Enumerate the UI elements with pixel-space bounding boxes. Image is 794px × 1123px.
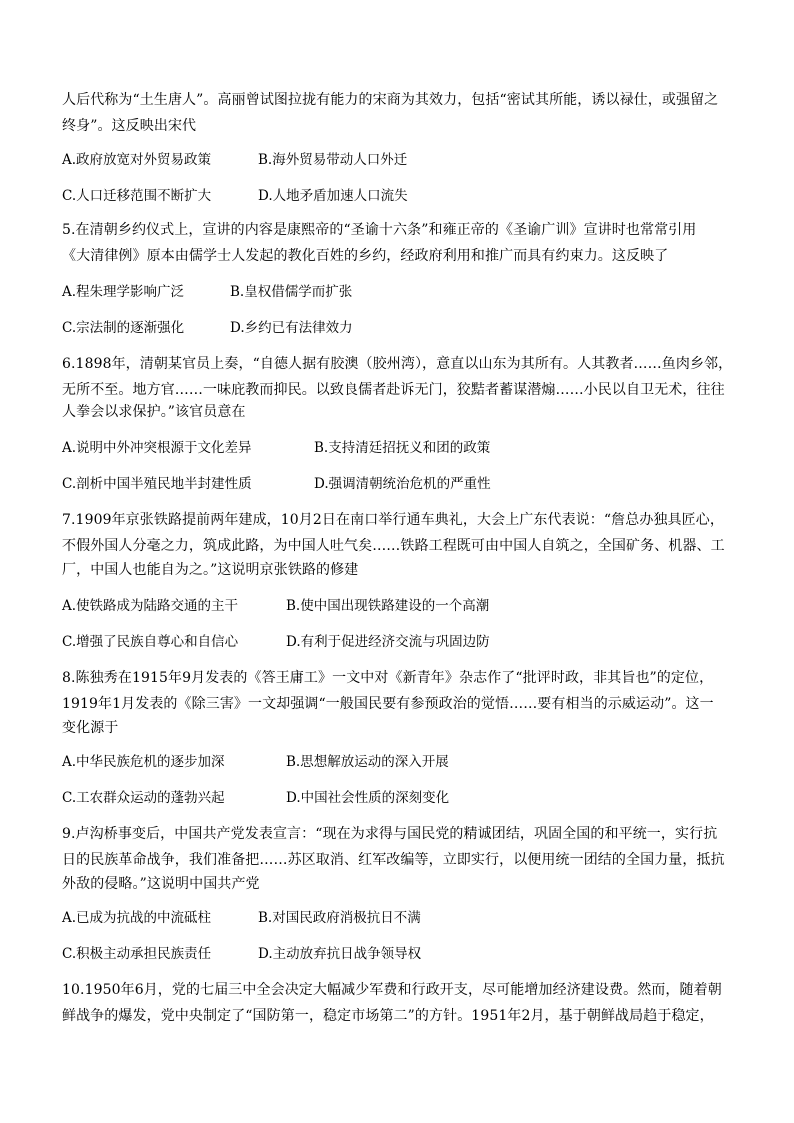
passage-line: 终身”。这反映出宋代 (62, 118, 197, 134)
option-b: B.思想解放运动的深入开展 (286, 754, 449, 770)
option-d: D.主动放弃抗日战争领导权 (258, 946, 422, 962)
question-stem-7: 厂，中国人也能自为之。”这说明京张铁路的修建 (62, 562, 359, 578)
option-a: A.使铁路成为陆路交通的主干 (62, 598, 239, 614)
question-stem-9: 日的民族革命战争，我们准备把……苏区取消、红军改编等，立即实行，以便用统一团结的全国力量，抵抗 (62, 852, 725, 868)
question-stem-6: 6.1898年，清朝某官员上奏，“自德人据有胶澳（胶州湾），意直以山东为其所有。人其教者……鱼肉乡邻， (62, 356, 733, 372)
passage-line: 人后代称为“土生唐人”。高丽曾试图拉拢有能力的宋商为其效力，包括“密试其所能，诱以禄仕，或强留之 (62, 92, 719, 108)
option-b: B.使中国出现铁路建设的一个高潮 (286, 598, 490, 614)
question-stem-5: 5.在清朝乡约仪式上，宣讲的内容是康熙帝的“圣谕十六条”和雍正帝的《圣谕广训》宣讲时也常常引用 (62, 222, 697, 238)
option-a: A.中华民族危机的逐步加深 (62, 754, 225, 770)
option-c: C.剖析中国半殖民地半封建性质 (62, 476, 252, 492)
question-stem-7: 7.1909年京张铁路提前两年建成，10月2日在南口举行通车典礼，大会上广东代表说：“詹总办独具匠心， (62, 512, 724, 528)
question-stem-5: 《大清律例》原本由儒学士人发起的教化百姓的乡约，经政府利用和推广而具有约束力。这反映了 (62, 248, 669, 264)
option-c: C.工农群众运动的蓬勃兴起 (62, 790, 225, 806)
option-b: B.对国民政府消极抗日不满 (258, 910, 421, 926)
option-d: D.中国社会性质的深刻变化 (286, 790, 450, 806)
option-c: C.人口迁移范围不断扩大 (62, 188, 212, 204)
option-b: B.支持清廷招抚义和团的政策 (314, 440, 491, 456)
option-c: C.宗法制的逐渐强化 (62, 320, 185, 336)
question-stem-8: 8.陈独秀在1915年9月发表的《答王庸工》一文中对《新青年》杂志作了“批评时政，非其旨也”的定位， (62, 670, 714, 686)
question-stem-7: 不假外国人分毫之力，筑成此路，为中国人吐气矣……铁路工程既可由中国人自筑之，全国矿务、机器、工 (62, 538, 725, 554)
question-stem-9: 9.卢沟桥事变后，中国共产党发表宣言：“现在为求得与国民党的精诚团结，巩固全国的和平统一，实行抗 (62, 826, 718, 842)
option-a: A.说明中外冲突根源于文化差异 (62, 440, 252, 456)
question-stem-9: 外敌的侵略。”这说明中国共产党 (62, 876, 260, 892)
option-b: B.皇权借儒学而扩张 (230, 284, 353, 300)
option-a: A.程朱理学影响广泛 (62, 284, 185, 300)
option-c: C.增强了民族自尊心和自信心 (62, 634, 239, 650)
question-stem-10: 10.1950年6月，党的七届三中全会决定大幅减少军费和行政开支，尽可能增加经济建设费。然而，随着朝 (62, 982, 722, 998)
option-d: D.乡约已有法律效力 (230, 320, 353, 336)
option-d: D.强调清朝统治危机的严重性 (314, 476, 491, 492)
option-a: A.政府放宽对外贸易政策 (62, 152, 212, 168)
option-d: D.有利于促进经济交流与巩固边防 (286, 634, 490, 650)
question-stem-6: 无所不至。地方官……一味庇教而抑民。以致良儒者赴诉无门，狡黠者蓄谋潜煽……小民以自卫无术，往往 (62, 382, 725, 398)
question-stem-8: 1919年1月发表的《除三害》一文却强调“一般国民要有参预政治的觉悟……要有相当的示威运动”。这一 (62, 696, 714, 712)
question-stem-8: 变化源于 (62, 720, 119, 736)
option-b: B.海外贸易带动人口外迁 (258, 152, 408, 168)
option-a: A.已成为抗战的中流砥柱 (62, 910, 212, 926)
question-stem-6: 人拳会以求保护。”该官员意在 (62, 404, 246, 420)
option-d: D.人地矛盾加速人口流失 (258, 188, 408, 204)
question-stem-10: 鲜战争的爆发，党中央制定了“国防第一，稳定市场第二”的方针。1951年2月，基于朝鲜战局趋于稳定， (62, 1008, 714, 1024)
option-c: C.积极主动承担民族责任 (62, 946, 212, 962)
